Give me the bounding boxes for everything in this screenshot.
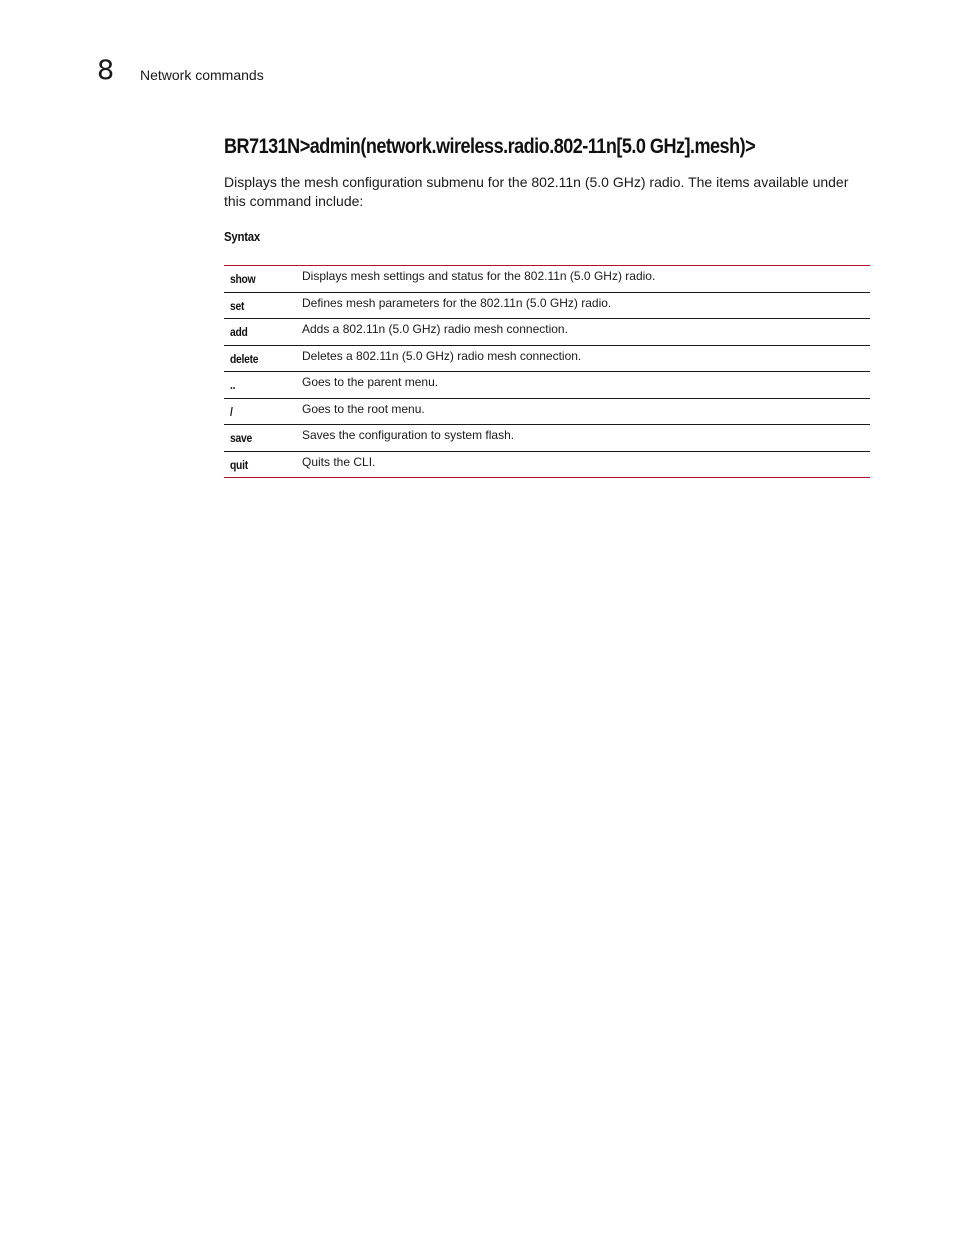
command-description: Quits the CLI. xyxy=(302,451,870,478)
table-row xyxy=(224,451,870,478)
command-description: Displays mesh settings and status for the 802.11n (5.0 GHz) radio. xyxy=(302,269,656,283)
command-name: .. xyxy=(230,378,236,392)
command-name-cell xyxy=(224,372,302,399)
command-name: quit xyxy=(230,457,248,472)
table-row xyxy=(224,372,870,399)
chapter-title: Network commands xyxy=(140,67,264,83)
intro-paragraph: Displays the mesh configuration submenu for the 802.11n (5.0 GHz) radio. The items available under this command include: xyxy=(224,174,849,209)
command-description: Saves the configuration to system flash. xyxy=(302,425,870,452)
table-row xyxy=(224,292,870,319)
command-name-cell xyxy=(224,292,302,319)
command-name-cell xyxy=(224,451,302,478)
command-description: Goes to the root menu. xyxy=(302,398,870,425)
table-row xyxy=(224,266,870,293)
table-row xyxy=(224,345,870,372)
command-name-cell xyxy=(224,319,302,346)
table-row xyxy=(224,425,870,452)
command-name-cell xyxy=(224,398,302,425)
command-name-cell xyxy=(224,266,302,293)
table-row xyxy=(224,398,870,425)
chapter-number: 8 xyxy=(97,55,115,86)
table-row xyxy=(224,319,870,346)
command-description: Defines mesh parameters for the 802.11n (5.0 GHz) radio. xyxy=(302,292,870,319)
command-description: Goes to the parent menu. xyxy=(302,372,870,399)
section-heading: BR7131N>admin(network.wireless.radio.802-11n[5.0 GHz].mesh)> xyxy=(224,135,756,158)
command-name: / xyxy=(230,404,233,419)
command-name: show xyxy=(230,272,256,286)
command-name: save xyxy=(230,431,252,445)
command-description: Deletes a 802.11n (5.0 GHz) radio mesh connection. xyxy=(302,345,870,372)
command-name-cell xyxy=(224,425,302,452)
command-table xyxy=(224,265,870,478)
syntax-label: Syntax xyxy=(224,229,260,244)
command-name: add xyxy=(230,325,248,339)
command-name-cell xyxy=(224,345,302,372)
command-name: delete xyxy=(230,351,259,366)
command-name: set xyxy=(230,298,245,313)
command-description: Adds a 802.11n (5.0 GHz) radio mesh connection. xyxy=(302,319,870,346)
